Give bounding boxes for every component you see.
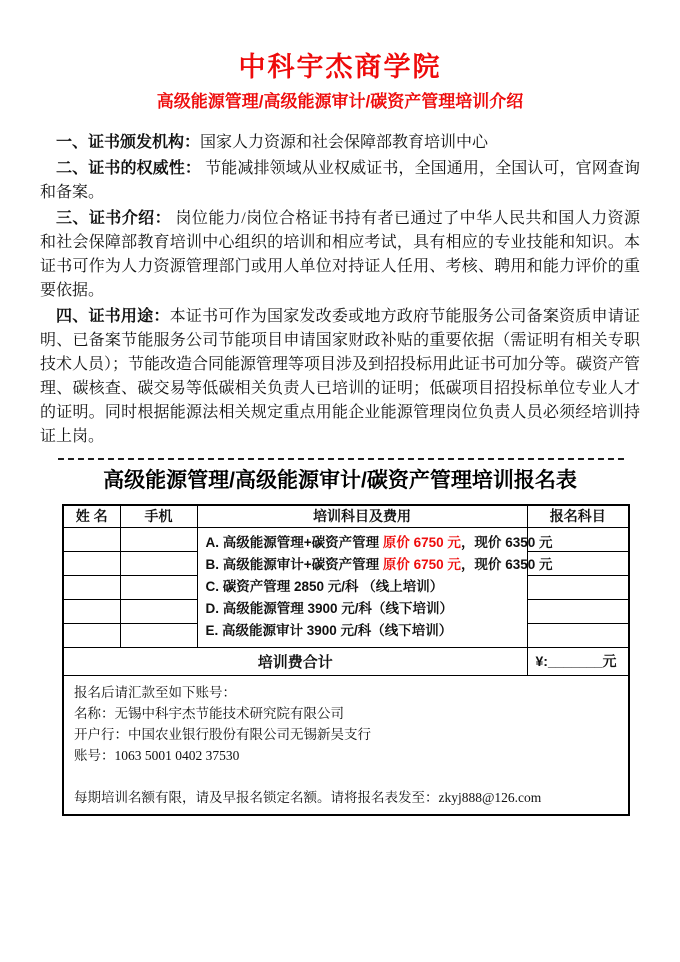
course-option-b: B. 高级能源审计+碳资产管理 原价 6750 元，现价 6350 元 [205, 557, 553, 572]
phone-input-cell[interactable] [120, 575, 197, 599]
name-input-cell[interactable] [63, 623, 120, 647]
total-fee-label: 培训费合计 [63, 647, 527, 675]
section-introduction-label: 三、证书介绍： [56, 210, 172, 227]
page-title: 中科宇杰商学院 [238, 52, 442, 82]
payment-info-cell [63, 675, 629, 815]
course-option-e: E. 高级能源审计 3900 元/科（线下培训） [205, 623, 453, 638]
course-list-cell [197, 527, 553, 647]
col-header-name: 姓 名 [63, 505, 120, 527]
registration-note: 每期培训名额有限，请及早报名锁定名额。请将报名表发至：zkyj888@126.com [74, 789, 542, 805]
col-header-phone: 手机 [120, 505, 197, 527]
subject-input-cell[interactable] [527, 599, 629, 623]
payment-account-name: 名称：无锡中科宇杰节能技术研究院有限公司 [74, 705, 344, 721]
original-price-highlight: 原价 6750 元 [382, 535, 461, 550]
payment-account-number: 账号：1063 5001 0402 37530 [74, 747, 240, 763]
section-issuer [40, 131, 640, 155]
payment-bank: 开户行：中国农业银行股份有限公司无锡新吴支行 [74, 726, 371, 742]
course-option-a: A. 高级能源管理+碳资产管理 原价 6750 元，现价 6350 元 [205, 535, 553, 550]
name-input-cell[interactable] [63, 527, 120, 551]
section-usage-text: 本证书可作为国家发改委或地方政府节能服务公司备案资质申请证明、已备案节能服务公司节能项目申请国家财政补贴的重要依据（需证明有相关专职技术人员）；节能改造合同能源管理等项目涉及到招投标用此证书可加分等。碳资产管理、碳核查、碳交易等低碳相关负责人已培训的证明；低碳项目招投标单位专业人才的证明。同时根据能源法相关规定重点用能企业能源管理岗位负责人员必须经培训持证上岗。 [40, 308, 641, 445]
table-header-row [63, 505, 629, 527]
section-authority-label: 二、证书的权威性： [56, 160, 201, 177]
payment-intro: 报名后请汇款至如下账号： [74, 684, 236, 700]
section-usage-label: 四、证书用途： [56, 308, 170, 325]
page-subtitle: 高级能源管理/高级能源审计/碳资产管理培训介绍 [156, 92, 524, 111]
phone-input-cell[interactable] [120, 551, 197, 575]
section-issuer-label: 一、证书颁发机构： [56, 134, 201, 151]
phone-input-cell[interactable] [120, 599, 197, 623]
section-authority [40, 157, 640, 205]
subject-input-cell[interactable] [527, 623, 629, 647]
phone-input-cell[interactable] [120, 623, 197, 647]
total-fee-input-cell[interactable]: ¥:_______元 [527, 647, 629, 675]
payment-info-row [63, 675, 629, 815]
subject-input-cell[interactable] [527, 575, 629, 599]
name-input-cell[interactable] [63, 575, 120, 599]
section-usage [40, 305, 640, 449]
table-row [63, 527, 629, 551]
name-input-cell[interactable] [63, 551, 120, 575]
course-option-d: D. 高级能源管理 3900 元/科（线下培训） [205, 601, 454, 616]
certificate-intro-sections [40, 131, 640, 449]
total-row [63, 647, 629, 675]
name-input-cell[interactable] [63, 599, 120, 623]
section-authority-text: 节能减排领域从业权威证书，全国通用，全国认可，官网查询和备案。 [40, 160, 640, 201]
phone-input-cell[interactable] [120, 527, 197, 551]
dashed-divider [58, 458, 624, 460]
signup-form-title: 高级能源管理/高级能源审计/碳资产管理培训报名表 [103, 469, 577, 492]
section-introduction [40, 207, 640, 303]
col-header-subject: 报名科目 [527, 505, 629, 527]
col-header-courses-fees: 培训科目及费用 [197, 505, 527, 527]
section-introduction-text: 岗位能力/岗位合格证书持有者已通过了中华人民共和国人力资源和社会保障部教育培训中心组织的培训和相应考试，具有相应的专业技能和知识。本证书可作为人力资源管理部门或用人单位对持证人任用、考核、聘用和能力评价的重要依据。 [40, 210, 640, 299]
signup-table [62, 504, 630, 816]
section-issuer-text: 国家人力资源和社会保障部教育培训中心 [200, 134, 489, 151]
original-price-highlight: 原价 6750 元 [382, 557, 461, 572]
course-option-c: C. 碳资产管理 2850 元/科 （线上培训） [205, 579, 444, 594]
